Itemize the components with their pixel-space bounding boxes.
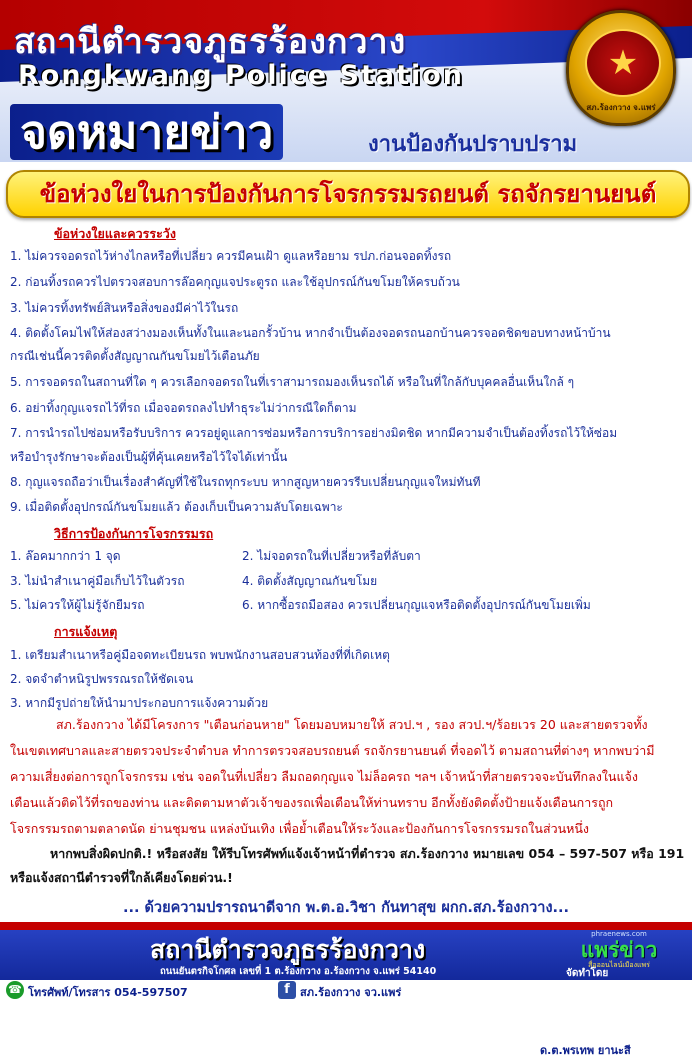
police-emblem-icon xyxy=(566,10,676,126)
footer-phone[interactable]: โทรศัพท์/โทรสาร 054-597507 xyxy=(28,986,188,999)
department-subtitle: งานป้องกันปราบปราม xyxy=(368,132,578,157)
contact-line-text: หากพบสิ่งผิดปกติ.! หรือสงสัย ให้รีบโทรศัพท์แจ้งเจ้าหน้าที่ตำรวจ สภ.ร้องกวาง หมายเลข 054 – 597-507 หรือ 191 xyxy=(50,846,685,861)
concern-item-continued: หรือบำรุงรักษาจะต้องเป็นผู้ที่คุ้นเคยหรือไว้ใจได้เท่านั้น xyxy=(10,450,288,464)
footer-red-strip xyxy=(0,922,692,930)
concerns-heading: ข้อห่วงใยและควรระวัง xyxy=(54,226,176,241)
footer-contact-row xyxy=(0,980,692,1057)
prevention-item: 2. ไม่จอดรถในที่เปลี่ยวหรือที่ลับตา xyxy=(242,549,421,563)
prevention-item: 4. ติดตั้งสัญญาณกันขโมย xyxy=(242,574,378,588)
report-heading: การแจ้งเหตุ xyxy=(54,624,118,639)
produced-by-label: จัดทำโดย xyxy=(566,968,609,979)
project-paragraph xyxy=(10,712,686,842)
topic-banner xyxy=(6,170,690,218)
report-item: 3. หากมีรูปถ่ายให้นำมาประกอบการแจ้งความด้วย xyxy=(10,696,269,710)
facebook-icon: f xyxy=(278,981,296,999)
contact-paragraph xyxy=(10,842,686,890)
concern-item: 2. ก่อนทิ้งรถควรไปตรวจสอบการล๊อคกุญแจประตูรถ และใช้อุปกรณ์กันขโมยให้ครบถ้วน xyxy=(10,275,460,289)
footer-address: ถนนยันตรกิจโกศล เลขที่ 1 ต.ร้องกวาง อ.ร้องกวาง จ.แพร่ 54140 xyxy=(160,966,437,977)
footer-station-title: สถานีตำรวจภูธรร้องกวาง xyxy=(150,935,426,964)
contact-paragraph-line xyxy=(10,842,686,866)
prevention-item: 1. ล๊อคมากกว่า 1 จุด xyxy=(10,549,121,563)
closing-signature: ... ด้วยความปรารถนาดีจาก พ.ต.อ.วิชา กันทาสุข ผกก.สภ.ร้องกวาง... xyxy=(122,900,570,916)
project-paragraph-line: โจรกรรมรถตามตลาดนัด ย่านชุมชน แหล่งบันเทิง เพื่อย้ำเตือนให้ระวังและป้องกันการโจรกรรมรถในส่วนหนึ่ง xyxy=(10,821,590,836)
concern-item: 3. ไม่ควรทิ้งทรัพย์สินหรือสิ่งของมีค่าไว้ในรถ xyxy=(10,301,239,315)
station-title-english: Rongkwang Police Station xyxy=(18,60,465,91)
brand-site: phraenews.com xyxy=(591,930,647,938)
topic-banner-text: ข้อห่วงใยในการป้องกันการโจรกรรมรถยนต์ รถจักรยานยนต์ xyxy=(39,180,657,208)
concern-item: 9. เมื่อติดตั้งอุปกรณ์กันขโมยแล้ว ต้องเก็บเป็นความลับโดยเฉพาะ xyxy=(10,500,343,514)
concern-item: 4. ติดตั้งโคมไฟให้ส่องสว่างมองเห็นทั้งในและนอกรั้วบ้าน หากจำเป็นต้องจอดรถนอกบ้านควรจอดชิดขอบทางหน้าบ้าน xyxy=(10,326,611,340)
brand-tagline: สื่อออนไลน์เมืองแพร่ xyxy=(588,961,650,969)
prevention-item: 5. ไม่ควรให้ผู้ไม่รู้จักยืมรถ xyxy=(10,598,145,612)
project-paragraph-line xyxy=(10,712,686,738)
prevention-item: 3. ไม่นำสำเนาคู่มือเก็บไว้ในตัวรถ xyxy=(10,574,185,588)
project-paragraph-line: ความเสี่ยงต่อการถูกโจรกรรม เช่น จอดในที่เปลี่ยว ลืมถอดกุญแจ ไม่ล็อครถ ฯลฯ เจ้าหน้าที่สายตรวจจะบันทึกลงในแจ้ง xyxy=(10,769,638,784)
emblem-caption: สภ.ร้องกวาง จ.แพร่ xyxy=(586,103,656,112)
emblem-star-icon: ★ xyxy=(607,43,639,83)
report-item: 2. จดจำตำหนิรูปพรรณรถให้ชัดเจน xyxy=(10,672,194,686)
project-paragraph-line: ในเขตเทศบาลและสายตรวจประจำตำบล ทำการตรวจสอบรถยนต์ รถจักรยานยนต์ ที่จอดไว้ ตามสถานที่ต่างๆ หากพบว่ามี xyxy=(10,743,655,758)
prevention-item: 6. หากซื้อรถมือสอง ควรเปลี่ยนกุญแจหรือติดตั้งอุปกรณ์กันขโมยเพิ่ม xyxy=(242,598,591,612)
project-line-text: สภ.ร้องกวาง ได้มีโครงการ "เตือนก่อนหาย" โดยมอบหมายให้ สวป.ฯ , รอง สวป.ฯ/ร้อยเวร 20 และสายตรวจทั้ง xyxy=(56,717,648,732)
phone-icon: ☎ xyxy=(6,981,24,999)
footer-facebook[interactable]: สภ.ร้องกวาง จว.แพร่ xyxy=(300,986,402,999)
concern-item: 7. การนำรถไปซ่อมหรือรับบริการ ควรอยู่ดูแลการซ่อมหรือการบริการอย่างมิดชิด หากมีความจำเป็นต้องทิ้งรถไว้ให้ซ่อม xyxy=(10,426,618,440)
producer-name: ด.ต.พรเทพ ยานะสี xyxy=(540,1044,631,1057)
concern-item-continued: กรณีเช่นนี้ควรติดตั้งสัญญาณกันขโมยไว้เตือนภัย xyxy=(10,349,260,363)
concern-item: 1. ไม่ควรจอดรถไว้ห่างไกลหรือที่เปลี่ยว ควรมีคนเฝ้า ดูแลหรือยาม รปภ.ก่อนจอดทิ้งรถ xyxy=(10,249,452,263)
prevention-heading: วิธีการป้องกันการโจรกรรมรถ xyxy=(54,526,214,541)
page-header xyxy=(0,0,692,162)
contact-paragraph-line: หรือแจ้งสถานีตำรวจที่ใกล้เคียงโดยด่วน.! xyxy=(10,870,233,885)
project-paragraph-line: เตือนแล้วติดไว้ที่รถของท่าน และติดตามหาตัวเจ้าของรถเพื่อเตือนให้ท่านทราบ อีกทั้งยังติดตั้งป้ายแจ้งเตือนการถูก xyxy=(10,795,614,810)
concern-item: 6. อย่าทิ้งกุญแจรถไว้ที่รถ เมื่อจอดรถลงไปทำธุระไม่ว่ากรณีใดก็ตาม xyxy=(10,401,357,415)
page-footer xyxy=(0,922,692,1057)
station-title-thai: สถานีตำรวจภูธรร้องกวาง xyxy=(14,22,407,62)
report-item: 1. เตรียมสำเนาหรือคู่มือจดทะเบียนรถ พบพนักงานสอบสวนท้องที่ที่เกิดเหตุ xyxy=(10,648,390,662)
brand-name: แพร่ข่าว xyxy=(580,938,658,962)
concern-item: 5. การจอดรถในสถานที่ใด ๆ ควรเลือกจอดรถในที่เราสามารถมองเห็นรถได้ หรือในที่ใกล้กับบุคคลอื่นเห็นใกล้ ๆ xyxy=(10,375,575,389)
newsletter-title: จดหมายข่าว xyxy=(10,104,283,160)
concern-item: 8. กุญแจรถถือว่าเป็นเรื่องสำคัญที่ใช้ในรถทุกระบบ หากสูญหายควรรีบเปลี่ยนกุญแจใหม่ทันที xyxy=(10,475,481,489)
emblem-seal xyxy=(585,29,661,97)
